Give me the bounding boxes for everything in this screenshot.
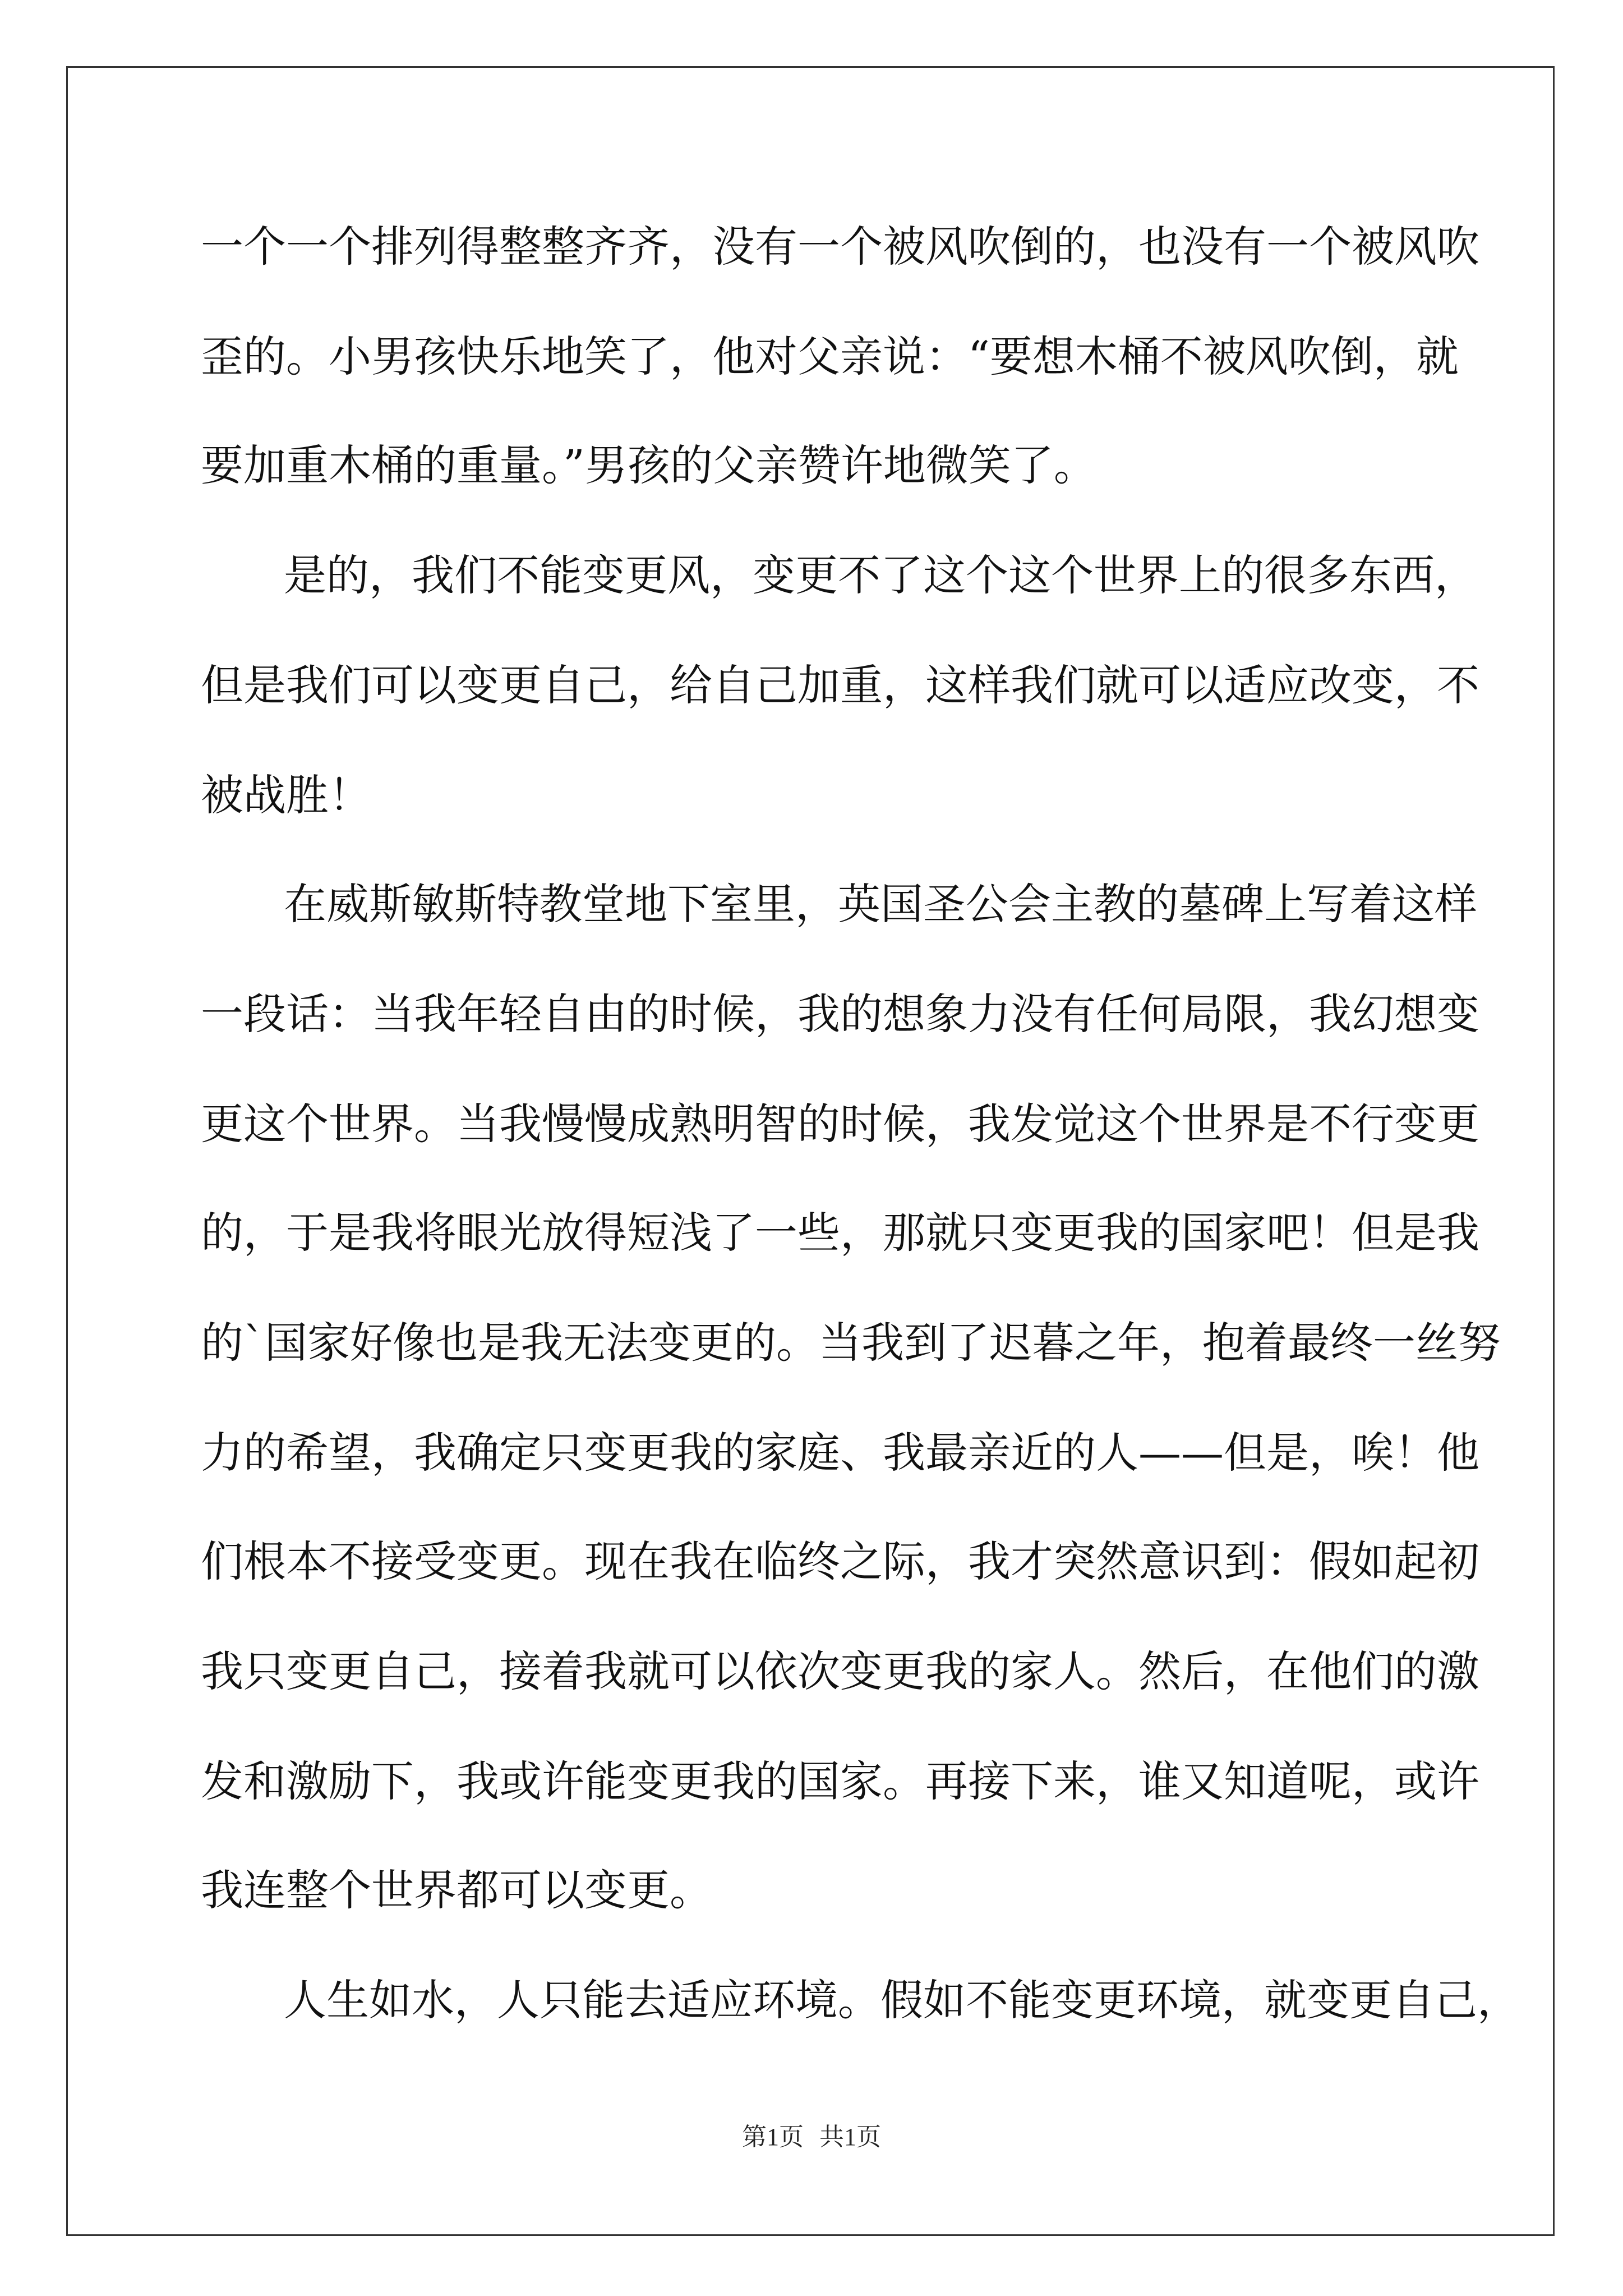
paragraph-start-line: 人生如水，人只能去适应环境。假如不能变更环境，就变更自己， — [284, 1975, 1520, 2025]
text-line: 被战胜！ — [201, 770, 371, 820]
text-line: 更这个世界。当我慢慢成熟明智的时候，我发觉这个世界是不行变更 — [201, 1099, 1479, 1149]
text-line: 的，于是我将眼光放得短浅了一些，那就只变更我的国家吧！但是我 — [201, 1208, 1479, 1258]
text-line: 们根本不接受变更。现在我在临终之际，我才突然意识到：假如起初 — [201, 1536, 1479, 1586]
text-line: 歪的。小男孩快乐地笑了，他对父亲说：“要想木桶不被风吹倒，就 — [201, 332, 1459, 381]
text-line: 但是我们可以变更自己，给自己加重，这样我们就可以适应改变，不 — [201, 660, 1479, 710]
text-line: 我只变更自己，接着我就可以依次变更我的家人。然后，在他们的激 — [201, 1646, 1479, 1696]
page-total: 共1页 — [819, 2123, 881, 2151]
page-number: 第1页 — [742, 2123, 804, 2151]
text-line: 我连整个世界都可以变更。 — [201, 1865, 712, 1915]
text-line: 一段话：当我年轻自由的时候，我的想象力没有任何局限，我幻想变 — [201, 989, 1479, 1039]
text-line: 发和激励下，我或许能变更我的国家。再接下来，谁又知道呢，或许 — [201, 1756, 1479, 1806]
page-footer — [0, 2120, 1623, 2154]
paragraph-start-line: 是的，我们不能变更风，变更不了这个这个世界上的很多东西， — [284, 550, 1477, 600]
text-line: 要加重木桶的重量。”男孩的父亲赞许地微笑了。 — [201, 440, 1096, 490]
text-line: 力的希望，我确定只变更我的家庭、我最亲近的人——但是，唉！他 — [201, 1428, 1479, 1478]
text-line: 的`国家好像也是我无法变更的。当我到了迟暮之年，抱着最终一丝努 — [201, 1318, 1501, 1368]
text-line: 一个一个排列得整整齐齐，没有一个被风吹倒的，也没有一个被风吹 — [201, 222, 1479, 272]
paragraph-start-line: 在威斯敏斯特教堂地下室里，英国圣公会主教的墓碑上写着这样 — [284, 879, 1477, 929]
